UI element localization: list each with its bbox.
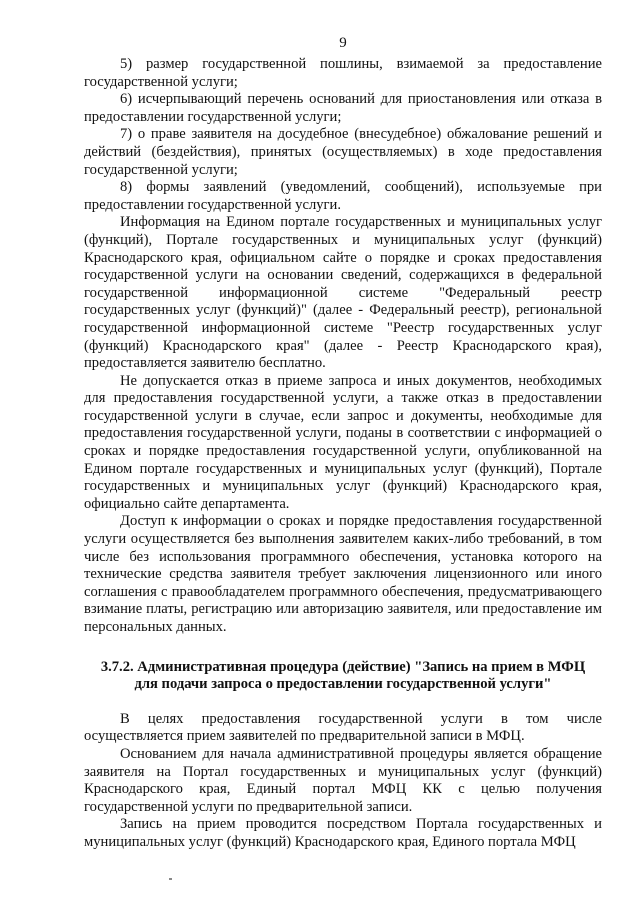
- section-heading: 3.7.2. Административная процедура (действие) "Запись на прием в МФЦ для подачи запроса о предоставлении государственной услуги": [100, 658, 586, 693]
- list-item-appeal-right: 7) о праве заявителя на досудебное (внесудебное) обжалование решений и действий (бездействия), принятых (осуществляемых) в ходе предоставления государственной услуги;: [84, 126, 602, 178]
- paragraph-procedure-basis: Основанием для начала административной процедуры является обращение заявителя на Портал государственных и муниципальных услуг (функций) Краснодарского края, Единый портал МФЦ КК с целью получения государственной услуги по предварительной записи.: [84, 745, 602, 815]
- page-number: 9: [339, 35, 347, 51]
- list-item-state-fee: 5) размер государственной пошлины, взимаемой за предоставление государственной услуги;: [84, 56, 602, 90]
- list-item-application-forms: 8) формы заявлений (уведомлений, сообщений), используемые при предоставлении государственной услуги.: [84, 179, 602, 213]
- paragraph-preliminary-booking: В целях предоставления государственной услуги в том числе осуществляется прием заявителей по предварительной записи в МФЦ.: [84, 710, 602, 745]
- paragraph-info-free: Информация на Едином портале государственных и муниципальных услуг (функций), Портале государственных и муниципальных услуг (функций) Краснодарского края, официальном сайте о порядке и сроках предоставления государственной услуги на основании сведений, содержащихся в федеральной государственной информационной системе "Федеральный реестр государственных услуг (функций)" (далее - Федеральный реестр), региональной государственной информационной системе "Реестр государственных услуг (функций) Краснодарского края" (далее - Реестр Краснодарского края), предоставляется заявителю бесплатно.: [84, 214, 602, 372]
- list-item-refusal-grounds: 6) исчерпывающий перечень оснований для приостановления или отказа в предоставлении государственной услуги;: [84, 91, 602, 125]
- paragraph-booking-means: Запись на прием проводится посредством Портала государственных и муниципальных услуг (функций) Краснодарского края, Единого портала МФЦ: [84, 816, 602, 850]
- paragraph-access-info: Доступ к информации о сроках и порядке предоставления государственной услуги осуществляется без выполнения заявителем каких-либо требований, в том числе без использования программного обеспечения, установка которого на технические средства заявителя требует заключения лицензионного или иного соглашения с правообладателем программного обеспечения, предусматривающего взимание платы, регистрацию или авторизацию заявителя, или предоставление им персональных данных.: [84, 513, 602, 635]
- paragraph-no-refusal: Не допускается отказ в приеме запроса и иных документов, необходимых для предоставления государственной услуги, а также отказ в предоставлении государственной услуги в случае, если запрос и документы, необходимые для предоставления государственной услуги, поданы в соответствии с информацией о сроках и порядке предоставления государственной услуги, опубликованной на Едином портале государственных и муниципальных услуг (функций), Портале государственных и муниципальных услуг (функций) Краснодарского края, официально сайте департамента.: [84, 372, 602, 512]
- scan-speck: [169, 878, 172, 880]
